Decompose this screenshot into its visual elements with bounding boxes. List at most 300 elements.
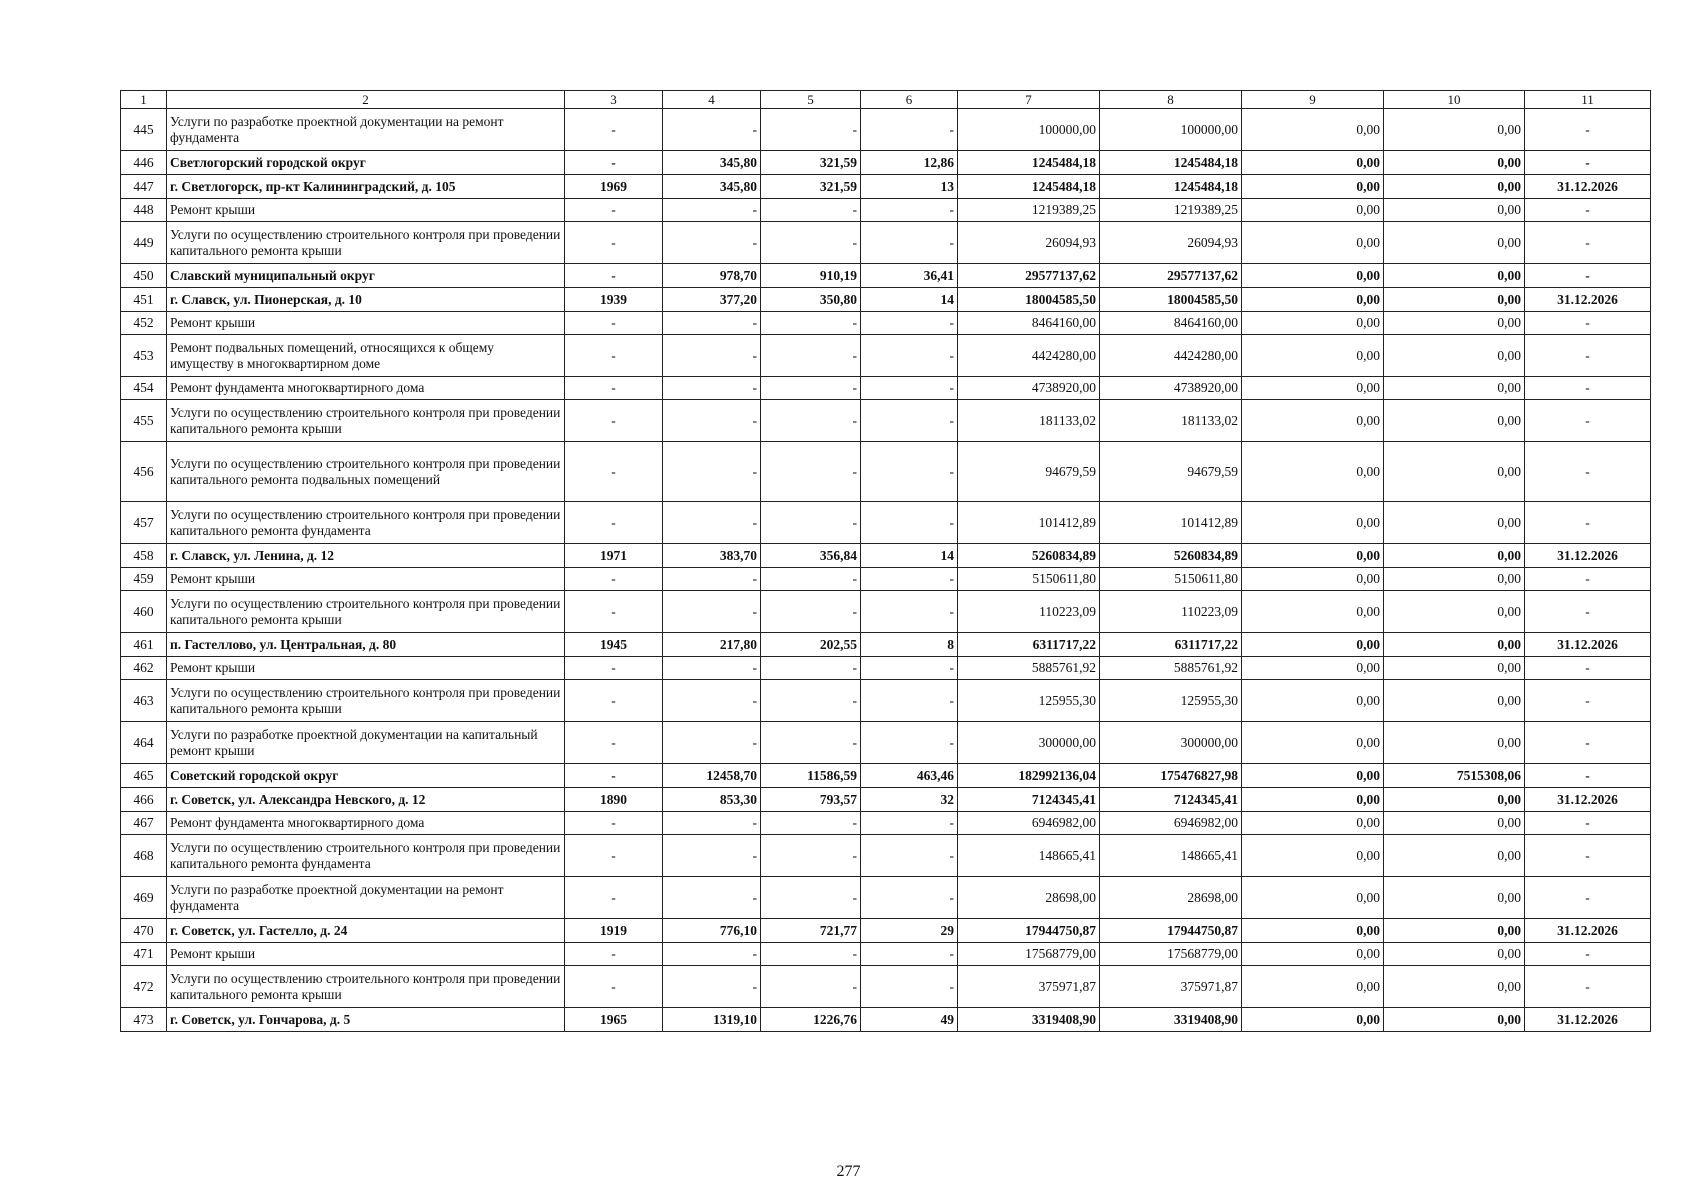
- table-row: [121, 544, 1651, 568]
- area-living-cell: -: [761, 222, 861, 264]
- value-cell: -: [861, 109, 958, 151]
- value-cell: 14: [861, 288, 958, 312]
- total-cost-cell: 4738920,00: [958, 377, 1100, 400]
- header-cell: 7: [958, 91, 1100, 109]
- row-number-cell: 466: [121, 788, 167, 812]
- deadline-cell: 31.12.2026: [1525, 175, 1651, 199]
- year-cell: 1969: [565, 175, 663, 199]
- total-cost-cell: 148665,41: [958, 835, 1100, 877]
- fund-cost-cell: 1245484,18: [1100, 175, 1242, 199]
- value-cell: -: [861, 835, 958, 877]
- owner-cost-cell: 0,00: [1384, 400, 1525, 442]
- year-cell: 1945: [565, 633, 663, 657]
- row-number-cell: 467: [121, 812, 167, 835]
- value-cell: -: [861, 502, 958, 544]
- deadline-cell: -: [1525, 568, 1651, 591]
- table-row: [121, 764, 1651, 788]
- area-total-cell: 1319,10: [663, 1008, 761, 1032]
- value-cell: -: [861, 335, 958, 377]
- value-cell: 29: [861, 919, 958, 943]
- header-cell: 4: [663, 91, 761, 109]
- owner-cost-cell: 0,00: [1384, 544, 1525, 568]
- description-cell: Услуги по осуществлению строительного контроля при проведении капитального ремонта подвальных помещений: [167, 442, 565, 502]
- fund-cost-cell: 100000,00: [1100, 109, 1242, 151]
- table-row: [121, 966, 1651, 1008]
- total-cost-cell: 3319408,90: [958, 1008, 1100, 1032]
- owner-cost-cell: 0,00: [1384, 222, 1525, 264]
- fund-cost-cell: 4738920,00: [1100, 377, 1242, 400]
- budget-cost-cell: 0,00: [1242, 812, 1384, 835]
- row-number-cell: 451: [121, 288, 167, 312]
- fund-cost-cell: 6311717,22: [1100, 633, 1242, 657]
- year-cell: -: [565, 812, 663, 835]
- area-total-cell: -: [663, 812, 761, 835]
- fund-cost-cell: 1219389,25: [1100, 199, 1242, 222]
- deadline-cell: 31.12.2026: [1525, 919, 1651, 943]
- deadline-cell: -: [1525, 199, 1651, 222]
- year-cell: -: [565, 222, 663, 264]
- total-cost-cell: 29577137,62: [958, 264, 1100, 288]
- deadline-cell: -: [1525, 377, 1651, 400]
- table-row: [121, 657, 1651, 680]
- total-cost-cell: 17568779,00: [958, 943, 1100, 966]
- row-number-cell: 462: [121, 657, 167, 680]
- budget-cost-cell: 0,00: [1242, 222, 1384, 264]
- description-cell: г. Славск, ул. Ленина, д. 12: [167, 544, 565, 568]
- owner-cost-cell: 0,00: [1384, 680, 1525, 722]
- owner-cost-cell: 0,00: [1384, 591, 1525, 633]
- description-cell: Услуги по осуществлению строительного контроля при проведении капитального ремонта крыши: [167, 680, 565, 722]
- table-row: [121, 812, 1651, 835]
- area-living-cell: -: [761, 722, 861, 764]
- area-living-cell: 321,59: [761, 151, 861, 175]
- table-row: [121, 722, 1651, 764]
- header-cell: 9: [1242, 91, 1384, 109]
- owner-cost-cell: 7515308,06: [1384, 764, 1525, 788]
- fund-cost-cell: 110223,09: [1100, 591, 1242, 633]
- header-cell: 11: [1525, 91, 1651, 109]
- owner-cost-cell: 0,00: [1384, 943, 1525, 966]
- description-cell: Услуги по осуществлению строительного контроля при проведении капитального ремонта крыши: [167, 400, 565, 442]
- year-cell: 1939: [565, 288, 663, 312]
- owner-cost-cell: 0,00: [1384, 1008, 1525, 1032]
- year-cell: -: [565, 680, 663, 722]
- header-cell: 5: [761, 91, 861, 109]
- value-cell: 13: [861, 175, 958, 199]
- row-number-cell: 460: [121, 591, 167, 633]
- area-living-cell: 202,55: [761, 633, 861, 657]
- row-number-cell: 449: [121, 222, 167, 264]
- deadline-cell: -: [1525, 502, 1651, 544]
- year-cell: 1919: [565, 919, 663, 943]
- row-number-cell: 459: [121, 568, 167, 591]
- year-cell: -: [565, 377, 663, 400]
- table-row: [121, 335, 1651, 377]
- total-cost-cell: 18004585,50: [958, 288, 1100, 312]
- deadline-cell: 31.12.2026: [1525, 633, 1651, 657]
- owner-cost-cell: 0,00: [1384, 877, 1525, 919]
- fund-cost-cell: 17568779,00: [1100, 943, 1242, 966]
- area-total-cell: 978,70: [663, 264, 761, 288]
- budget-cost-cell: 0,00: [1242, 442, 1384, 502]
- budget-cost-cell: 0,00: [1242, 1008, 1384, 1032]
- total-cost-cell: 125955,30: [958, 680, 1100, 722]
- description-cell: Услуги по разработке проектной документации на капитальный ремонт крыши: [167, 722, 565, 764]
- table-row: [121, 377, 1651, 400]
- budget-cost-cell: 0,00: [1242, 919, 1384, 943]
- value-cell: -: [861, 966, 958, 1008]
- year-cell: -: [565, 442, 663, 502]
- fund-cost-cell: 5150611,80: [1100, 568, 1242, 591]
- total-cost-cell: 94679,59: [958, 442, 1100, 502]
- description-cell: Услуги по разработке проектной документации на ремонт фундамента: [167, 109, 565, 151]
- row-number-cell: 448: [121, 199, 167, 222]
- owner-cost-cell: 0,00: [1384, 657, 1525, 680]
- deadline-cell: 31.12.2026: [1525, 544, 1651, 568]
- total-cost-cell: 110223,09: [958, 591, 1100, 633]
- total-cost-cell: 181133,02: [958, 400, 1100, 442]
- year-cell: -: [565, 264, 663, 288]
- area-total-cell: -: [663, 722, 761, 764]
- row-number-cell: 450: [121, 264, 167, 288]
- table-row: [121, 312, 1651, 335]
- value-cell: 49: [861, 1008, 958, 1032]
- budget-cost-cell: 0,00: [1242, 633, 1384, 657]
- area-living-cell: 1226,76: [761, 1008, 861, 1032]
- total-cost-cell: 182992136,04: [958, 764, 1100, 788]
- deadline-cell: -: [1525, 442, 1651, 502]
- fund-cost-cell: 181133,02: [1100, 400, 1242, 442]
- area-total-cell: -: [663, 335, 761, 377]
- budget-cost-cell: 0,00: [1242, 722, 1384, 764]
- deadline-cell: -: [1525, 764, 1651, 788]
- fund-cost-cell: 148665,41: [1100, 835, 1242, 877]
- budget-cost-cell: 0,00: [1242, 966, 1384, 1008]
- deadline-cell: -: [1525, 680, 1651, 722]
- budget-cost-cell: 0,00: [1242, 288, 1384, 312]
- description-cell: Советский городской округ: [167, 764, 565, 788]
- year-cell: -: [565, 966, 663, 1008]
- table-row: [121, 199, 1651, 222]
- area-living-cell: 793,57: [761, 788, 861, 812]
- table-row: [121, 568, 1651, 591]
- value-cell: -: [861, 377, 958, 400]
- year-cell: -: [565, 568, 663, 591]
- area-total-cell: -: [663, 377, 761, 400]
- fund-cost-cell: 5260834,89: [1100, 544, 1242, 568]
- row-number-cell: 445: [121, 109, 167, 151]
- area-total-cell: -: [663, 442, 761, 502]
- deadline-cell: -: [1525, 877, 1651, 919]
- deadline-cell: -: [1525, 109, 1651, 151]
- area-living-cell: 356,84: [761, 544, 861, 568]
- description-cell: Услуги по осуществлению строительного контроля при проведении капитального ремонта крыши: [167, 966, 565, 1008]
- value-cell: -: [861, 568, 958, 591]
- table-row: [121, 502, 1651, 544]
- row-number-cell: 457: [121, 502, 167, 544]
- owner-cost-cell: 0,00: [1384, 442, 1525, 502]
- description-cell: Услуги по разработке проектной документации на ремонт фундамента: [167, 877, 565, 919]
- fund-cost-cell: 26094,93: [1100, 222, 1242, 264]
- description-cell: Славский муниципальный округ: [167, 264, 565, 288]
- area-total-cell: -: [663, 591, 761, 633]
- table-row: [121, 633, 1651, 657]
- table-row: [121, 877, 1651, 919]
- year-cell: -: [565, 722, 663, 764]
- year-cell: -: [565, 943, 663, 966]
- area-total-cell: -: [663, 680, 761, 722]
- fund-cost-cell: 5885761,92: [1100, 657, 1242, 680]
- year-cell: -: [565, 109, 663, 151]
- table-row: [121, 109, 1651, 151]
- budget-cost-cell: 0,00: [1242, 788, 1384, 812]
- table-body: [121, 91, 1651, 1032]
- owner-cost-cell: 0,00: [1384, 199, 1525, 222]
- budget-cost-cell: 0,00: [1242, 591, 1384, 633]
- row-number-cell: 470: [121, 919, 167, 943]
- header-cell: 1: [121, 91, 167, 109]
- value-cell: 12,86: [861, 151, 958, 175]
- year-cell: -: [565, 835, 663, 877]
- table-row: [121, 288, 1651, 312]
- description-cell: Услуги по осуществлению строительного контроля при проведении капитального ремонта крыши: [167, 591, 565, 633]
- value-cell: -: [861, 199, 958, 222]
- fund-cost-cell: 7124345,41: [1100, 788, 1242, 812]
- area-total-cell: -: [663, 109, 761, 151]
- owner-cost-cell: 0,00: [1384, 966, 1525, 1008]
- table-row: [121, 680, 1651, 722]
- year-cell: -: [565, 591, 663, 633]
- area-total-cell: -: [663, 835, 761, 877]
- area-living-cell: -: [761, 812, 861, 835]
- total-cost-cell: 6311717,22: [958, 633, 1100, 657]
- table-row: [121, 591, 1651, 633]
- row-number-cell: 458: [121, 544, 167, 568]
- table-row: [121, 919, 1651, 943]
- budget-cost-cell: 0,00: [1242, 943, 1384, 966]
- budget-cost-cell: 0,00: [1242, 568, 1384, 591]
- deadline-cell: -: [1525, 722, 1651, 764]
- total-cost-cell: 8464160,00: [958, 312, 1100, 335]
- year-cell: -: [565, 502, 663, 544]
- table-row: [121, 151, 1651, 175]
- description-cell: Светлогорский городской округ: [167, 151, 565, 175]
- value-cell: -: [861, 400, 958, 442]
- row-number-cell: 456: [121, 442, 167, 502]
- fund-cost-cell: 29577137,62: [1100, 264, 1242, 288]
- deadline-cell: -: [1525, 835, 1651, 877]
- fund-cost-cell: 4424280,00: [1100, 335, 1242, 377]
- deadline-cell: -: [1525, 222, 1651, 264]
- total-cost-cell: 5885761,92: [958, 657, 1100, 680]
- page-number: 277: [836, 1163, 861, 1180]
- row-number-cell: 463: [121, 680, 167, 722]
- area-living-cell: -: [761, 591, 861, 633]
- value-cell: 32: [861, 788, 958, 812]
- owner-cost-cell: 0,00: [1384, 502, 1525, 544]
- owner-cost-cell: 0,00: [1384, 919, 1525, 943]
- row-number-cell: 473: [121, 1008, 167, 1032]
- value-cell: -: [861, 943, 958, 966]
- budget-cost-cell: 0,00: [1242, 335, 1384, 377]
- row-number-cell: 446: [121, 151, 167, 175]
- area-total-cell: -: [663, 199, 761, 222]
- area-total-cell: -: [663, 657, 761, 680]
- row-number-cell: 469: [121, 877, 167, 919]
- table-row: [121, 788, 1651, 812]
- deadline-cell: 31.12.2026: [1525, 288, 1651, 312]
- fund-cost-cell: 6946982,00: [1100, 812, 1242, 835]
- year-cell: -: [565, 151, 663, 175]
- header-cell: 10: [1384, 91, 1525, 109]
- owner-cost-cell: 0,00: [1384, 175, 1525, 199]
- row-number-cell: 453: [121, 335, 167, 377]
- table-row: [121, 943, 1651, 966]
- total-cost-cell: 17944750,87: [958, 919, 1100, 943]
- budget-cost-cell: 0,00: [1242, 544, 1384, 568]
- description-cell: Услуги по осуществлению строительного контроля при проведении капитального ремонта фундамента: [167, 835, 565, 877]
- owner-cost-cell: 0,00: [1384, 335, 1525, 377]
- total-cost-cell: 4424280,00: [958, 335, 1100, 377]
- description-cell: г. Советск, ул. Александра Невского, д. 12: [167, 788, 565, 812]
- header-cell: 2: [167, 91, 565, 109]
- deadline-cell: -: [1525, 657, 1651, 680]
- table-row: [121, 264, 1651, 288]
- description-cell: п. Гастеллово, ул. Центральная, д. 80: [167, 633, 565, 657]
- owner-cost-cell: 0,00: [1384, 377, 1525, 400]
- value-cell: -: [861, 812, 958, 835]
- year-cell: 1890: [565, 788, 663, 812]
- row-number-cell: 452: [121, 312, 167, 335]
- total-cost-cell: 101412,89: [958, 502, 1100, 544]
- area-living-cell: -: [761, 943, 861, 966]
- total-cost-cell: 5260834,89: [958, 544, 1100, 568]
- description-cell: Ремонт подвальных помещений, относящихся к общему имуществу в многоквартирном доме: [167, 335, 565, 377]
- fund-cost-cell: 94679,59: [1100, 442, 1242, 502]
- budget-cost-cell: 0,00: [1242, 657, 1384, 680]
- owner-cost-cell: 0,00: [1384, 788, 1525, 812]
- area-total-cell: -: [663, 877, 761, 919]
- fund-cost-cell: 18004585,50: [1100, 288, 1242, 312]
- year-cell: -: [565, 312, 663, 335]
- total-cost-cell: 7124345,41: [958, 788, 1100, 812]
- total-cost-cell: 300000,00: [958, 722, 1100, 764]
- area-total-cell: 12458,70: [663, 764, 761, 788]
- table-row: [121, 442, 1651, 502]
- owner-cost-cell: 0,00: [1384, 633, 1525, 657]
- value-cell: -: [861, 657, 958, 680]
- area-total-cell: -: [663, 966, 761, 1008]
- year-cell: 1965: [565, 1008, 663, 1032]
- area-total-cell: 217,80: [663, 633, 761, 657]
- total-cost-cell: 1219389,25: [958, 199, 1100, 222]
- area-total-cell: -: [663, 568, 761, 591]
- description-cell: г. Советск, ул. Гончарова, д. 5: [167, 1008, 565, 1032]
- year-cell: -: [565, 877, 663, 919]
- fund-cost-cell: 125955,30: [1100, 680, 1242, 722]
- budget-cost-cell: 0,00: [1242, 835, 1384, 877]
- table-row: [121, 1008, 1651, 1032]
- budget-cost-cell: 0,00: [1242, 109, 1384, 151]
- area-living-cell: -: [761, 966, 861, 1008]
- row-number-cell: 461: [121, 633, 167, 657]
- description-cell: Ремонт фундамента многоквартирного дома: [167, 812, 565, 835]
- owner-cost-cell: 0,00: [1384, 835, 1525, 877]
- budget-cost-cell: 0,00: [1242, 502, 1384, 544]
- area-living-cell: -: [761, 680, 861, 722]
- description-cell: Услуги по осуществлению строительного контроля при проведении капитального ремонта крыши: [167, 222, 565, 264]
- area-living-cell: -: [761, 568, 861, 591]
- area-total-cell: 383,70: [663, 544, 761, 568]
- value-cell: -: [861, 591, 958, 633]
- fund-cost-cell: 8464160,00: [1100, 312, 1242, 335]
- owner-cost-cell: 0,00: [1384, 109, 1525, 151]
- year-cell: -: [565, 764, 663, 788]
- fund-cost-cell: 1245484,18: [1100, 151, 1242, 175]
- area-living-cell: 321,59: [761, 175, 861, 199]
- description-cell: Ремонт крыши: [167, 312, 565, 335]
- fund-cost-cell: 375971,87: [1100, 966, 1242, 1008]
- description-cell: г. Светлогорск, пр-кт Калининградский, д. 105: [167, 175, 565, 199]
- budget-cost-cell: 0,00: [1242, 312, 1384, 335]
- budget-cost-cell: 0,00: [1242, 400, 1384, 442]
- fund-cost-cell: 175476827,98: [1100, 764, 1242, 788]
- total-cost-cell: 26094,93: [958, 222, 1100, 264]
- area-total-cell: -: [663, 222, 761, 264]
- row-number-cell: 472: [121, 966, 167, 1008]
- header-cell: 3: [565, 91, 663, 109]
- area-living-cell: -: [761, 657, 861, 680]
- total-cost-cell: 1245484,18: [958, 151, 1100, 175]
- deadline-cell: 31.12.2026: [1525, 788, 1651, 812]
- value-cell: -: [861, 877, 958, 919]
- area-living-cell: -: [761, 312, 861, 335]
- budget-cost-cell: 0,00: [1242, 151, 1384, 175]
- owner-cost-cell: 0,00: [1384, 312, 1525, 335]
- owner-cost-cell: 0,00: [1384, 288, 1525, 312]
- deadline-cell: -: [1525, 966, 1651, 1008]
- table-row: [121, 222, 1651, 264]
- document-page: [120, 90, 1650, 1032]
- owner-cost-cell: 0,00: [1384, 722, 1525, 764]
- header-cell: 6: [861, 91, 958, 109]
- area-total-cell: 345,80: [663, 151, 761, 175]
- year-cell: -: [565, 335, 663, 377]
- area-total-cell: -: [663, 312, 761, 335]
- row-number-cell: 447: [121, 175, 167, 199]
- budget-cost-cell: 0,00: [1242, 175, 1384, 199]
- area-living-cell: 350,80: [761, 288, 861, 312]
- row-number-cell: 464: [121, 722, 167, 764]
- description-cell: Ремонт крыши: [167, 943, 565, 966]
- owner-cost-cell: 0,00: [1384, 264, 1525, 288]
- area-total-cell: 345,80: [663, 175, 761, 199]
- deadline-cell: -: [1525, 812, 1651, 835]
- area-living-cell: -: [761, 377, 861, 400]
- area-living-cell: -: [761, 835, 861, 877]
- value-cell: 14: [861, 544, 958, 568]
- year-cell: -: [565, 657, 663, 680]
- table-row: [121, 835, 1651, 877]
- column-number-header: [121, 91, 1651, 109]
- value-cell: -: [861, 222, 958, 264]
- value-cell: -: [861, 680, 958, 722]
- area-total-cell: -: [663, 943, 761, 966]
- fund-cost-cell: 101412,89: [1100, 502, 1242, 544]
- owner-cost-cell: 0,00: [1384, 812, 1525, 835]
- area-living-cell: -: [761, 335, 861, 377]
- budget-cost-cell: 0,00: [1242, 680, 1384, 722]
